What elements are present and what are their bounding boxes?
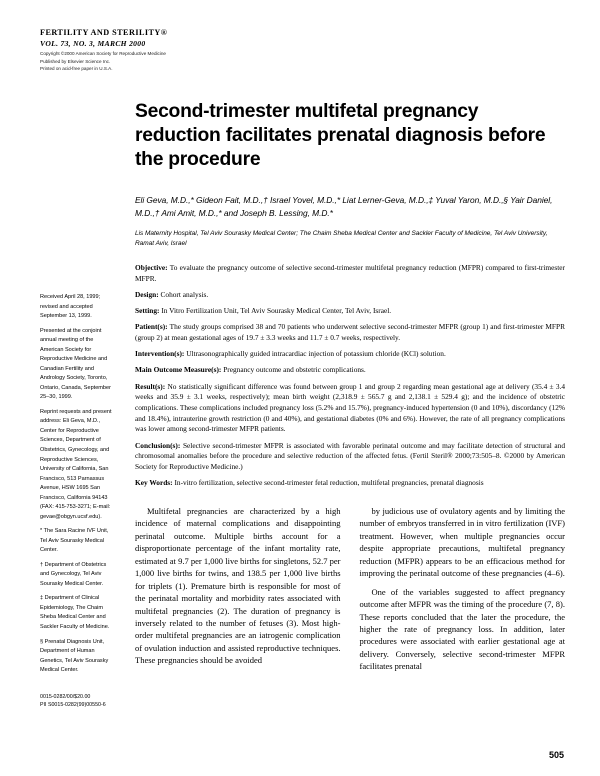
abstract-section-label: Objective:: [135, 262, 168, 272]
abstract-section: [135, 290, 565, 301]
journal-volume-line: VOL. 73, NO. 3, MARCH 2000: [40, 38, 146, 48]
author-affiliation: Lis Maternity Hospital, Tel Aviv Sourasky Medical Center; The Chaim Sheba Medical Center and Sackler Faculty of Medicine, Tel Aviv University, Ramat Aviv, Israel: [135, 229, 548, 248]
abstract-section-text: Cohort analysis.: [160, 289, 209, 299]
reprint-requests-note: Reprint requests and present address: Eli Geva, M.D., Center for Reproductive Sciences, Department of Obstetrics, Gynecology, and Reproductive Sciences, University of California, San Francisco, 513 Parnassus Avenue, HSW 1695 San Francisco, California 94143 (FAX: 415-753-3271; E-mail: gevae@obgyn.ucsf.edu).: [40, 408, 112, 520]
footnote-star: * The Sara Racine IVF Unit, Tel Aviv Sourasky Medical Center.: [40, 528, 109, 554]
abstract-section-label: Main Outcome Measure(s):: [135, 365, 222, 375]
abstract-section-label: Design:: [135, 289, 159, 299]
abstract-section-text: Selective second-trimester MFPR is associated with favorable perinatal outcome and may facilitate detection of structural and chromosomal anomalies before the procedure and selective reduction of the affected fetus. (Fertil Steril® 2000;73:505–8. ©2000 by American Society for Reproductive Medicine.): [135, 440, 566, 472]
footnote-dagger: † Department of Obstetrics and Gynecology, Tel Aviv Sourasky Medical Center.: [40, 561, 107, 587]
pii-line: PII S0015-0282(99)00550-6: [40, 701, 106, 708]
copyright-line: Copyright ©2000 American Society for Reproductive Medicine: [40, 51, 166, 57]
journal-name: FERTILITY AND STERILITY®: [40, 28, 168, 37]
abstract-section-label: Intervention(s):: [135, 349, 185, 359]
abstract-section-label: Setting:: [135, 305, 160, 315]
issn-line: 0015-0282/00/$20.00: [40, 694, 91, 700]
abstract-section-text: In Vitro Fertilization Unit, Tel Aviv Sourasky Medical Center, Tel Aviv, Israel.: [161, 305, 392, 315]
page-number: 505: [548, 750, 564, 760]
printed-line: Printed on acid-free paper in U.S.A.: [40, 65, 113, 71]
abstract-section: [135, 382, 565, 436]
structured-abstract: [135, 263, 565, 489]
body-column-left: [135, 505, 341, 673]
abstract-section-label: Key Words:: [135, 478, 173, 488]
abstract-section: [135, 322, 565, 343]
body-paragraph: One of the variables suggested to affect pregnancy outcome after MFPR was the timing of the procedure (7, 8). These reports concluded that the later the procedure, the higher the rate of pregnancy loss. In addition, later procedures were associated with earlier gestational age at delivery. Conversely, selective second-trimester MFPR facilitates prenatal: [359, 586, 565, 672]
abstract-keywords: [135, 478, 565, 489]
abstract-section-text: No statistically significant difference was found between group 1 and group 2 regarding mean gestational age at delivery (35.4 ± 3.4 weeks and 35.9 ± 3.1 weeks, respectively); mean birth weight (2,318.9 ± 565.7 g and 2,138.1 ± 529.4 g); and the incidence of obstetric complications. These complications included pregnancy loss (5.2% and 15.7%), pregnancy-induced hypertension (0 and 10%), discordancy (12% and 18.4%), intrauterine growth restriction (0 and 40%), and gestational diabetes (0% and 6%). However, the rate of all pregnancy complications was lower among second-trimester MFPR patients.: [135, 381, 565, 434]
footnote-section-symbol: § Prenatal Diagnosis Unit, Department of Human Genetics, Tel Aviv Sourasky Medical Center.: [40, 638, 109, 674]
abstract-section-text: To evaluate the pregnancy outcome of selective second-trimester multifetal pregnancy reduction (MFPR) compared to first-trimester MFPR.: [135, 262, 565, 283]
abstract-section-text: The study groups comprised 38 and 70 patients who underwent selective second-trimester MFPR (group 1) and first-trimester MFPR (group 2) at mean gestational ages of 19.7 ± 3.3 weeks and 11.7 ± 0.7 weeks, respectively.: [135, 322, 565, 342]
footnote-double-dagger: ‡ Department of Clinical Epidemiology, The Chaim Sheba Medical Center and Sackler Faculty of Medicine.: [40, 595, 110, 630]
issn-block: [40, 694, 130, 710]
sidebar-notes: [40, 293, 116, 676]
abstract-section-text: Pregnancy outcome and obstetric complications.: [223, 365, 366, 375]
abstract-section: [135, 349, 565, 360]
article-title: Second-trimester multifetal pregnancy reduction facilitates prenatal diagnosis before the procedure: [135, 101, 546, 170]
masthead-fineprint: [40, 50, 564, 72]
body-column-right: [360, 505, 566, 673]
abstract-section-label: Result(s):: [135, 381, 166, 391]
author-list: Eli Geva, M.D.,* Gideon Fait, M.D.,† Israel Yovel, M.D.,* Liat Lerner-Geva, M.D.,‡ Yuval Yaron, M.D.,§ Yair Daniel, M.D.,† Ami Amit, M.D.,* and Joseph B. Lessing, M.D.*: [135, 194, 553, 218]
abstract-section-label: Patient(s):: [135, 322, 168, 332]
abstract-section: [135, 306, 565, 317]
abstract-section: [135, 263, 565, 284]
body-paragraph: by judicious use of ovulatory agents and by limiting the number of embryos transferred in in vitro fertilization (IVF) treatment. However, when multiple pregnancies occur despite appropriate precautions, multifetal pregnancy reduction (MFPR) appears to be an efficacious method for improving the perinatal outcome of these pregnancies (4–6).: [359, 506, 565, 579]
abstract-section: [135, 365, 565, 376]
abstract-section-text: Ultrasonographically guided intracardiac injection of potassium chloride (KCl) solution.: [186, 349, 446, 359]
presented-note: Presented at the conjoint annual meeting of the American Society for Reproductive Medicine and Canadian Fertility and Andrology Society, Toronto, Ontario, Canada, September 25–30, 1999.: [40, 327, 111, 401]
abstract-section-label: Conclusion(s):: [135, 440, 181, 450]
publisher-line: Published by Elsevier Science Inc.: [40, 58, 111, 64]
journal-masthead: [40, 28, 564, 72]
received-note: Received April 28, 1999; revised and accepted September 13, 1999.: [40, 294, 101, 320]
article-body: [135, 505, 565, 673]
abstract-section-text: In-vitro fertilization, selective second-trimester fetal reduction, multifetal pregnancies, prenatal diagnosis: [174, 478, 484, 488]
body-paragraph: Multifetal pregnancies are characterized by a high incidence of maternal complications and disappointing perinatal outcome. Multiple births account for a disproportionate percentage of the infant mortality rate, estimated at 9.7 per 1,000 live births for singletons, 52.7 per 1,000 live births for twins, and 138.5 per 1,000 live births for triplets (1). Premature birth is responsible for most of the perinatal mortality and morbidity rates associated with multifetal pregnancies (2). The duration of pregnancy is inversely related to the number of fetuses (3). Most high-order multifetal pregnancies are an iatrogenic complication of ovulation induction and assisted reproductive techniques. These pregnancies should be avoided: [135, 506, 341, 666]
abstract-section: [135, 441, 565, 473]
article-header: [135, 100, 565, 489]
